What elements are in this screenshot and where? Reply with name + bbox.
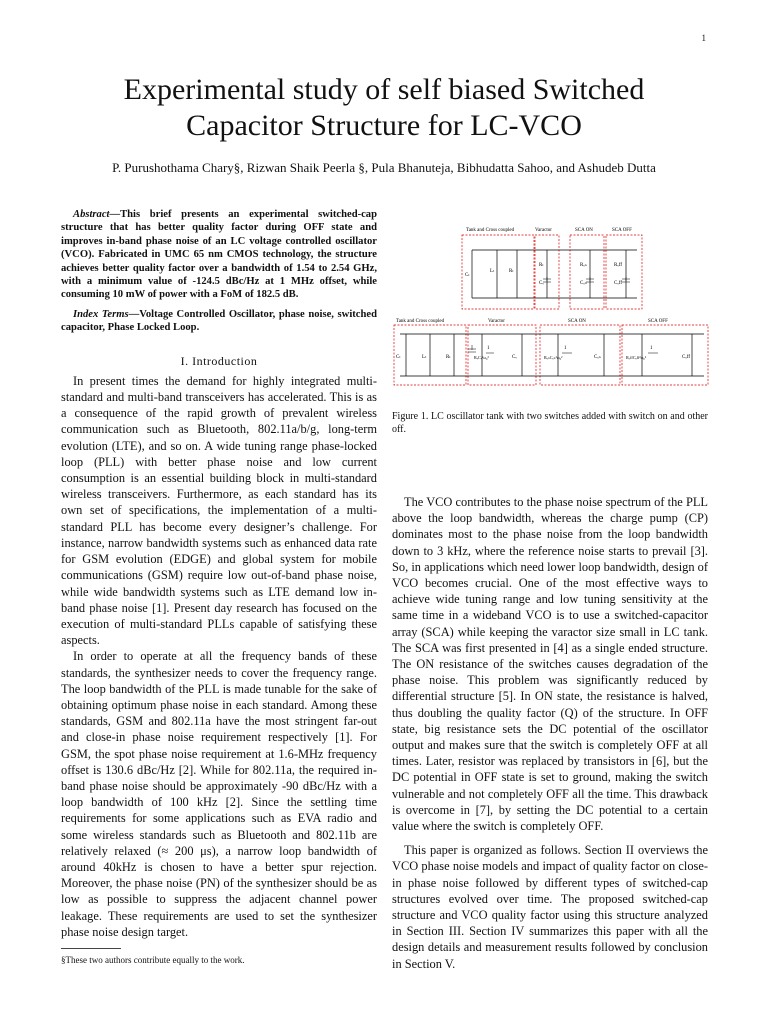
right-paragraph-1: The VCO contributes to the phase noise spectrum of the PLL above the loop bandwidth, whereas the charge pump (CP) dominates most to the phase noise from the loop bandwidth down to 3 kHz, where the reference noise starts to prevail [3]. So, in applications which need lower loop bandwidth, design of VCO becomes crucial. One of the most effective ways to achieve wide tuning range and low tuning sensitivity at the same time in a wideband VCO is to use a switched-capacitor array (SCA) while keeping the varactor size small in LC tank. The SCA was first presented in [4] as a single ended structure. The ON resistance of the switches causes degradation of the phase noise. This problem was significantly reduced by differential structure [5]. In ON state, the resistance is halved, thus doubling the quality factor (Q) of the structure. In OFF state, big resistance sets the DC potential of the oscillator output and makes sure that the switch is completely OFF at all times. Later, resistor was replaced by transistors in [6], but the DC potential in OFF state is set to ground, making the switch vulnerable and not completely OFF all the time. This drawback is overcome in [7], by setting the DC potential to a certain value where the switch is completely OFF. [392,495,708,834]
top-comp-lt: Lₜ [490,269,495,274]
right-column [392,494,708,972]
top-comp-roff: Rₒff [614,263,623,268]
intro-paragraph-2: In order to operate at all the frequency bands of these standards, the synthesizer needs to cover the frequency range. The loop bandwidth of the PLL is made tunable for the sake of obtaining optimum phase noise in each standard. Among these standards, GSM and 802.11a have the most stringent far-out and close-in phase noise requirement respectively [1]. For GSM, the spot phase noise requirement at 1.6-MHz frequency offset is 130.6 dBc/Hz [2]. While for 802.11a, the required in-band phase noise should be approximately -90 dBc/Hz with a loop bandwidth of 100 kHz [2]. Since the settling time requirements for some applications such as EVA radio and some wireless standards such as Bluetooth and 802.11b are relatively relaxed (≈ 200 μs), a narrow loop bandwidth of around 40kHz is chosen to have a better spur rejection. Moreover, the phase noise (PN) of the synthesizer should be as low as possible to suppress the adjacent channel power leakage. These requirements are used to set the synthesizer phase noise design target. [61,649,377,939]
bottom-comp-coff: Cₒff [682,355,691,360]
bottom-comp-ron: RₒₙCₒₙ²ω₀² [544,355,563,360]
abstract [61,208,377,302]
bottom-label-tank: Tank and Cross coupled [396,319,445,324]
bottom-comp-ct: Cₜ [396,355,401,360]
index-terms [61,308,377,335]
bottom-num-sca-off: 1 [650,346,653,351]
right-paragraph-2: This paper is organized as follows. Section II overviews the VCO phase noise models and impact of quality factor on close-in phase noise followed by different types of switched-cap structures evolved over time. The proposed switched-cap structure and VCO quality factor using this structure analyzed in Section III. Section IV summarizes this paper with all the design details and measurement results followed by conclusion in Section V. [392,843,708,971]
bottom-comp-rt: Rₜ [446,355,451,360]
index-terms-label: Index Terms [73,308,129,320]
bottom-comp-con: Cₒₙ [594,355,601,360]
bottom-comp-lt: Lₜ [422,355,427,360]
abstract-text: —This brief presents an experimental switched-cap structure that has better quality factor during OFF state and improves in-band phase noise of an LC voltage controlled oscillator (VCO). Fabricated in UMC 65 nm CMOS technology, the structure achieves better quality factor over a bandwidth of 1.54 to 2.54 GHz, with a minimum value of -124.5 dBc/Hz at 1 MHz offset, while consuming 10 mW of power with a FoM of 182.5 dB. [61,209,377,301]
top-label-sca-off: SCA OFF [612,228,632,233]
index-terms-text: —Voltage Controlled Oscillator, phase noise, switched capacitor, Phase Locked Loop. [61,308,377,334]
bottom-num-sca-on: 1 [564,346,567,351]
author-list: P. Purushothama Chary§, Rizwan Shaik Peerla §, Pula Bhanuteja, Bibhudatta Sahoo, and Ashudeb Dutta [112,160,656,175]
title-line-2: Capacitor Structure for LC-VCO [186,109,582,142]
top-comp-con: Cₒₙ [580,281,587,286]
bottom-label-sca-off: SCA OFF [648,319,668,324]
section-heading-introduction: I. Introduction [180,353,258,368]
bottom-label-sca-on: SCA ON [568,319,586,324]
left-column [61,208,377,940]
intro-paragraph-1: In present times the demand for highly integrated multi-standard and multi-band transceivers has accelerated. This is as a consequence of the rapid growth of prevalent wireless communication such as Bluetooth, 802.11a/b/g, long-term evolution (LTE), and so on. A wide tuning range phase-locked loop (PLL) with better phase noise and low current consumption is an essential building block in multi-standard wireless transceivers. Furthermore, as each standard has its own set of specifications, the implementation of a multi-standard PLL has become every designer’s challenge. For instance, narrow bandwidth systems such as enhanced data rate for GSM evolution (EDGE) and global system for mobile communications (GSM) require low out-of-band phase noise, while wide bandwidth systems such as LTE demand low in-band phase noise [1]. Present day research has focused on the execution of multi-standard PLLs capable of satisfying these aspects. [61,373,377,648]
top-comp-ron: Rₒₙ [580,263,587,268]
footnote: §These two authors contribute equally to the work. [61,955,245,965]
top-comp-cv: Cᵥ [539,281,544,286]
top-comp-rv: Rₜ [539,263,544,268]
top-comp-coff: Cₒff [614,281,623,286]
bottom-comp-roff: RₒffCₒff²ω₀² [626,355,647,360]
bottom-comp-rv: RᵥCᵥ²ω₀² [474,355,489,360]
page-number: 1 [701,33,706,43]
top-label-varactor: Varactor [535,228,552,233]
top-label-sca-on: SCA ON [575,228,593,233]
top-label-tank: Tank and Cross coupled [466,228,515,233]
footnote-rule [61,948,121,949]
bottom-num-varactor: 1 [487,346,490,351]
top-comp-ct: Cₜ [465,273,470,278]
top-comp-rt: Rₜ [509,269,514,274]
figure-1-circuit [392,222,710,402]
title-line-1: Experimental study of self biased Switched [123,73,645,106]
figure-1-caption: Figure 1. LC oscillator tank with two switches added with switch on and other off. [392,411,708,435]
bottom-label-varactor: Varactor [488,319,505,324]
paper-title [60,72,708,144]
bottom-comp-cv: Cᵥ [512,355,517,360]
abstract-label: Abstract [73,209,110,220]
